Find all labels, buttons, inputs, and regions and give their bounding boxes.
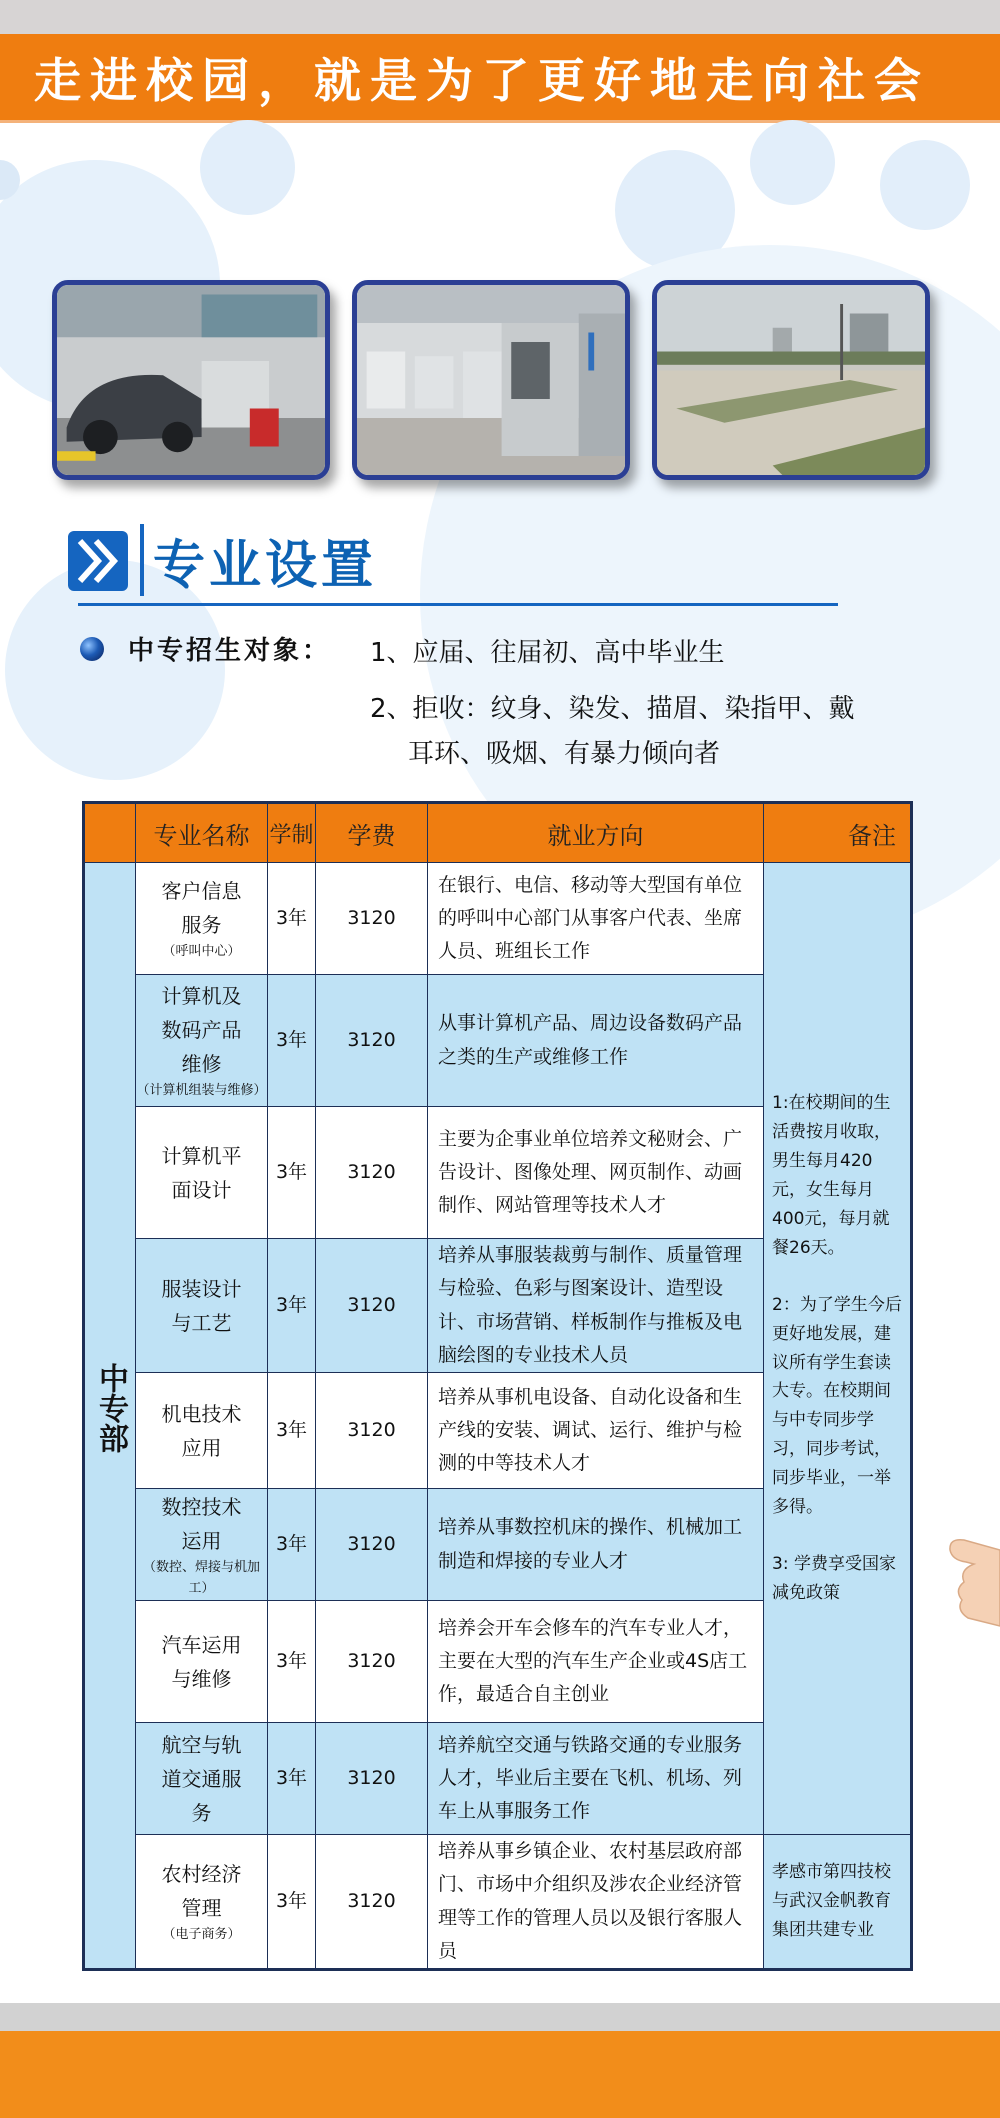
career-cell: 培养从事乡镇企业、农村基层政府部门、市场中介组织及涉农企业经济管理等工作的管理人员以及银行客服人员 bbox=[428, 1835, 764, 1970]
major-name-line: 应用 bbox=[181, 1435, 222, 1460]
header-cell: 学制 bbox=[268, 803, 316, 863]
major-name-cell bbox=[136, 1723, 268, 1835]
major-name-line: 面设计 bbox=[171, 1177, 232, 1202]
remark-item: 3: 学费享受国家减免政策 bbox=[772, 1553, 896, 1603]
major-name-line: 服装设计 bbox=[161, 1276, 242, 1301]
career-cell: 主要为企事业单位培养文秘财会、广告设计、图像处理、网页制作、动画制作、网站管理等技术人才 bbox=[428, 1107, 764, 1239]
career-cell: 培养会开车会修车的汽车专业人才，主要在大型的汽车生产企业或4S店工作，最适合自主创业 bbox=[428, 1601, 764, 1723]
header-cell: 就业方向 bbox=[428, 803, 764, 863]
slogan-banner bbox=[0, 34, 1000, 120]
career-cell: 培养航空交通与铁路交通的专业服务人才，毕业后主要在飞机、机场、列车上从事服务工作 bbox=[428, 1723, 764, 1835]
career-cell: 培养从事数控机床的操作、机械加工制造和焊接的专业人才 bbox=[428, 1489, 764, 1601]
table-header-row bbox=[84, 803, 912, 863]
years-cell: 3年 bbox=[268, 1835, 316, 1970]
bg-circle bbox=[880, 140, 970, 230]
majors-table bbox=[82, 801, 913, 1971]
major-name-cell bbox=[136, 863, 268, 975]
major-name-cell bbox=[136, 1601, 268, 1723]
bullet-icon bbox=[80, 637, 104, 661]
bg-circle bbox=[750, 120, 835, 205]
header-blank bbox=[84, 803, 136, 863]
admission-line-3: 耳环、吸烟、有暴力倾向者 bbox=[408, 739, 721, 769]
department-text: 中专部 bbox=[93, 1362, 128, 1453]
major-name-line: 客户信息 bbox=[161, 879, 242, 904]
major-name-line: 数码产品 bbox=[161, 1018, 242, 1043]
fee-cell: 3120 bbox=[316, 1835, 428, 1970]
photo-cnc-workshop bbox=[352, 280, 630, 480]
fee-cell: 3120 bbox=[316, 1239, 428, 1373]
major-name-cell bbox=[136, 1239, 268, 1373]
admission-line-2: 2、拒收：纹身、染发、描眉、染指甲、戴 bbox=[370, 694, 855, 724]
fee-cell: 3120 bbox=[316, 1373, 428, 1489]
years-cell: 3年 bbox=[268, 1723, 316, 1835]
fee-cell: 3120 bbox=[316, 863, 428, 975]
major-subtitle: （呼叫中心） bbox=[162, 944, 241, 960]
major-name-line: 与工艺 bbox=[171, 1310, 232, 1335]
major-subtitle: （电子商务） bbox=[162, 1927, 241, 1943]
major-name-line: 农村经济 bbox=[161, 1862, 242, 1887]
bottom-gray-band bbox=[0, 2003, 1000, 2031]
major-name-line: 务 bbox=[191, 1800, 212, 1825]
major-name-cell bbox=[136, 1835, 268, 1970]
slogan-text: 走进校园，就是为了更好地走向社会 bbox=[34, 53, 930, 109]
top-gray-band bbox=[0, 0, 1000, 34]
major-subtitle: （数控、焊接与机加工） bbox=[142, 1559, 260, 1596]
major-name-line: 计算机及 bbox=[161, 984, 242, 1009]
banner-underline bbox=[0, 120, 1000, 123]
major-name-cell bbox=[136, 1489, 268, 1601]
remark-item: 2：为了学生今后更好地发展，建议所有学生套读大专。在校期间与中专同步学习，同步考试，同步毕业，一举多得。 bbox=[772, 1294, 902, 1517]
photo-driving-field bbox=[652, 280, 930, 480]
admission-line-1: 1、应届、往届初、高中毕业生 bbox=[370, 638, 725, 668]
header-cell: 备注 bbox=[764, 803, 912, 863]
section-rule bbox=[78, 603, 838, 606]
career-cell: 培养从事服装裁剪与制作、质量管理与检验、色彩与图案设计、造型设计、市场营销、样板制作与推板及电脑绘图的专业技术人员 bbox=[428, 1239, 764, 1373]
major-name-line: 维修 bbox=[181, 1052, 222, 1077]
major-name-line: 管理 bbox=[181, 1896, 222, 1921]
years-cell: 3年 bbox=[268, 1239, 316, 1373]
major-name-line: 机电技术 bbox=[161, 1401, 242, 1426]
header-cell: 学费 bbox=[316, 803, 428, 863]
major-name-line: 道交通服 bbox=[161, 1766, 242, 1791]
bg-circle bbox=[200, 120, 295, 215]
header-cell: 专业名称 bbox=[136, 803, 268, 863]
photo-auto-repair bbox=[52, 280, 330, 480]
major-name-line: 航空与轨 bbox=[161, 1732, 242, 1757]
section-divider bbox=[140, 524, 144, 596]
remark-last-cell: 孝感市第四技校与武汉金帆教育集团共建专业 bbox=[764, 1835, 912, 1970]
major-name-line: 数控技术 bbox=[161, 1494, 242, 1519]
section-title: 专业设置 bbox=[153, 534, 378, 596]
table-row bbox=[84, 1835, 912, 1970]
major-subtitle: （计算机组装与维修） bbox=[136, 1083, 267, 1099]
remarks-cell bbox=[764, 863, 912, 1835]
major-name-line: 服务 bbox=[181, 913, 222, 938]
admission-label: 中专招生对象： bbox=[128, 636, 332, 666]
years-cell: 3年 bbox=[268, 975, 316, 1107]
major-name-line: 与维修 bbox=[171, 1666, 232, 1691]
remark-item: 1:在校期间的生活费按月收取，男生每月420元，女生每月400元，每月就餐26天。 bbox=[772, 1093, 891, 1258]
fee-cell: 3120 bbox=[316, 1489, 428, 1601]
major-name-line: 计算机平 bbox=[161, 1143, 242, 1168]
major-name-line: 运用 bbox=[181, 1528, 222, 1553]
career-cell: 从事计算机产品、周边设备数码产品之类的生产或维修工作 bbox=[428, 975, 764, 1107]
table-row bbox=[84, 863, 912, 975]
fee-cell: 3120 bbox=[316, 975, 428, 1107]
major-name-cell bbox=[136, 975, 268, 1107]
career-cell: 培养从事机电设备、自动化设备和生产线的安装、调试、运行、维护与检测的中等技术人才 bbox=[428, 1373, 764, 1489]
fee-cell: 3120 bbox=[316, 1723, 428, 1835]
years-cell: 3年 bbox=[268, 1601, 316, 1723]
major-name-cell bbox=[136, 1107, 268, 1239]
bottom-orange-band bbox=[0, 2031, 1000, 2118]
department-cell bbox=[84, 863, 136, 1970]
fee-cell: 3120 bbox=[316, 1107, 428, 1239]
major-name-line: 汽车运用 bbox=[161, 1632, 242, 1657]
major-name-cell bbox=[136, 1373, 268, 1489]
years-cell: 3年 bbox=[268, 1107, 316, 1239]
years-cell: 3年 bbox=[268, 863, 316, 975]
chevron-right-icon bbox=[68, 531, 128, 591]
pointing-hand-icon bbox=[944, 1520, 1000, 1630]
fee-cell: 3120 bbox=[316, 1601, 428, 1723]
years-cell: 3年 bbox=[268, 1489, 316, 1601]
career-cell: 在银行、电信、移动等大型国有单位的呼叫中心部门从事客户代表、坐席人员、班组长工作 bbox=[428, 863, 764, 975]
years-cell: 3年 bbox=[268, 1373, 316, 1489]
